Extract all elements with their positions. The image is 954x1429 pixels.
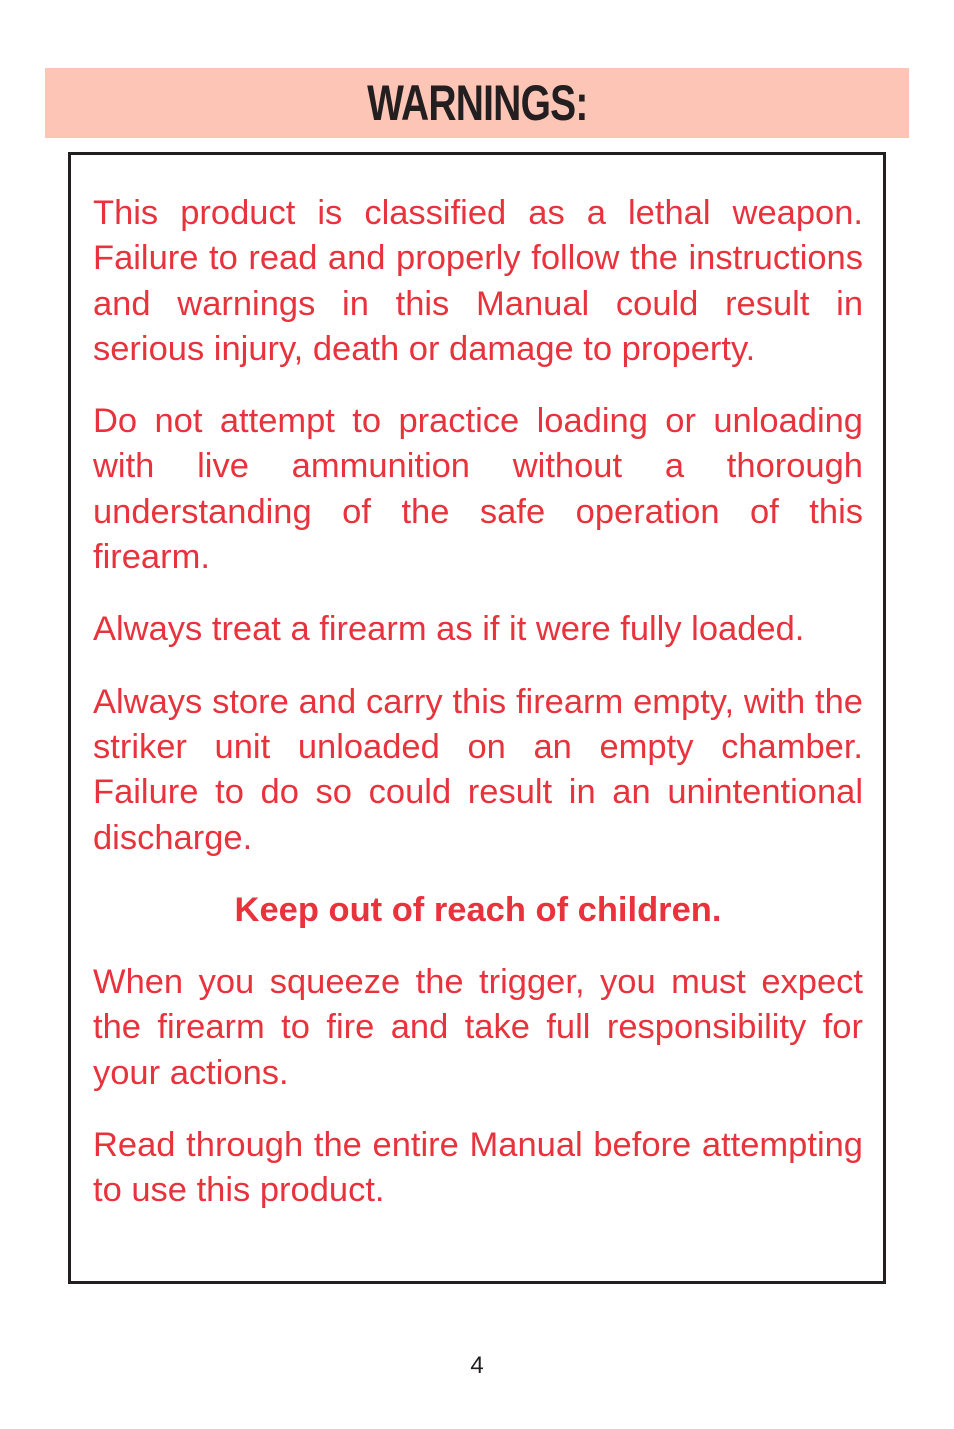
- warning-read-manual: Read through the entire Manual before attempting to use this product.: [93, 1126, 863, 1210]
- warning-keep-from-children: Keep out of reach of children.: [234, 890, 722, 929]
- warning-trigger-responsibility: When you squeeze the trigger, you must expect the firearm to fire and take full responsibility for your actions.: [93, 963, 863, 1092]
- warnings-box: [68, 152, 886, 1284]
- warnings-header-band: [45, 68, 909, 138]
- page-number: 4: [470, 1352, 484, 1379]
- warning-treat-as-loaded: Always treat a firearm as if it were fully loaded.: [93, 610, 805, 649]
- warnings-content: [93, 191, 863, 1241]
- warning-store-empty: Always store and carry this firearm empty, with the striker unit unloaded on an empty chamber. Failure to do so could result in an unintentional discharge.: [93, 682, 863, 857]
- warning-lethal-weapon: This product is classified as a lethal weapon. Failure to read and properly follow the instructions and warnings in this Manual could result in serious injury, death or damage to property.: [93, 194, 863, 368]
- warning-live-ammunition: Do not attempt to practice loading or unloading with live ammunition without a thorough understanding of the safe operation of this firearm.: [93, 402, 863, 577]
- warnings-title: WARNINGS:: [366, 75, 588, 131]
